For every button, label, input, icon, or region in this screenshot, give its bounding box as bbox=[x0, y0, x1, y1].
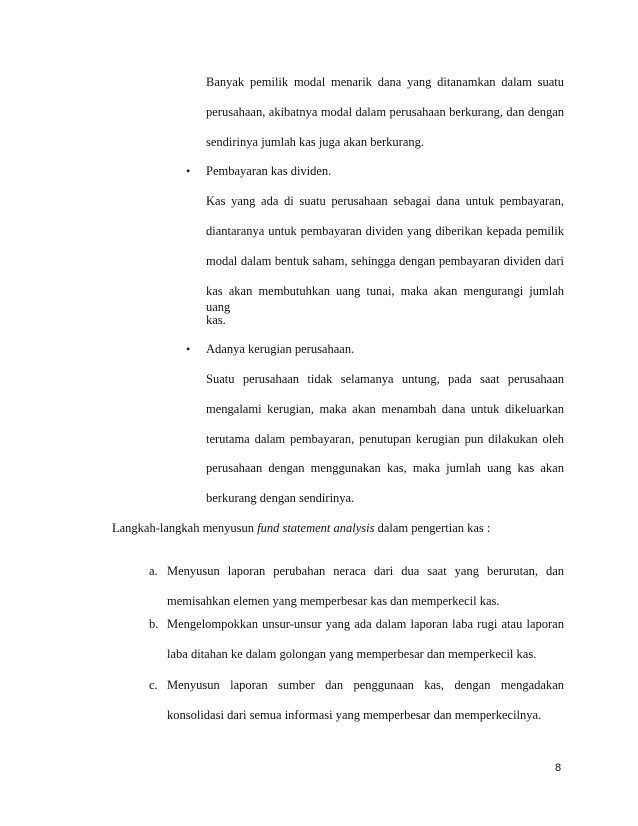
step-a-line-2: memisahkan elemen yang memperbesar kas dan memperkecil kas. bbox=[167, 594, 500, 608]
step-c-line-1: Menyusun laporan sumber dan penggunaan kas, dengan mengadakan bbox=[167, 678, 564, 692]
step-b-line-2: laba ditahan ke dalam golongan yang memperbesar dan memperkecil kas. bbox=[167, 647, 537, 661]
bullet1-title: Pembayaran kas dividen. bbox=[206, 164, 332, 178]
para1-line-3: sendirinya jumlah kas juga akan berkurang. bbox=[206, 135, 424, 149]
steps-intro-text: Langkah-langkah menyusun bbox=[112, 521, 258, 535]
para1-line-2: perusahaan, akibatnya modal dalam perusahaan berkurang, dan dengan bbox=[206, 105, 564, 119]
bullet1-line-2: diantaranya untuk pembayaran dividen yang diberikan kepada pemilik bbox=[206, 224, 564, 238]
bullet1-line-1: Kas yang ada di suatu perusahaan sebagai dana untuk pembayaran, bbox=[206, 194, 564, 208]
bullet-icon: • bbox=[186, 164, 191, 178]
step-b-line-1: Mengelompokkan unsur-unsur yang ada dalam laporan laba rugi atau laporan bbox=[167, 617, 564, 631]
bullet1-line-5: kas. bbox=[206, 313, 226, 327]
step-c-line-2: konsolidasi dari semua informasi yang memperbesar dan memperkecilnya. bbox=[167, 708, 542, 722]
bullet2-line-5: berkurang dengan sendirinya. bbox=[206, 491, 355, 505]
bullet-icon: • bbox=[186, 342, 191, 356]
bullet1-line-3: modal dalam bentuk saham, sehingga dengan pembayaran dividen dari bbox=[206, 254, 564, 268]
page-number: 8 bbox=[555, 762, 562, 774]
bullet2-line-3: terutama dalam pembayaran, penutupan kerugian pun dilakukan oleh bbox=[206, 432, 564, 446]
step-a-line-1: Menyusun laporan perubahan neraca dari dua saat yang berurutan, dan bbox=[167, 564, 564, 578]
bullet2-title: Adanya kerugian perusahaan. bbox=[206, 342, 355, 356]
step-c-marker: c. bbox=[149, 678, 158, 692]
steps-intro-text-end: dalam pengertian kas : bbox=[374, 521, 491, 535]
steps-intro bbox=[112, 520, 490, 536]
step-b-marker: b. bbox=[149, 617, 159, 631]
para1-line-1: Banyak pemilik modal menarik dana yang ditanamkan dalam suatu bbox=[206, 75, 564, 89]
steps-intro-term: fund statement analysis bbox=[257, 521, 375, 535]
bullet2-line-2: mengalami kerugian, maka akan menambah dana untuk dikeluarkan bbox=[206, 402, 564, 416]
bullet2-line-4: perusahaan dengan menggunakan kas, maka jumlah uang kas akan bbox=[206, 461, 564, 475]
bullet2-line-1: Suatu perusahaan tidak selamanya untung, pada saat perusahaan bbox=[206, 372, 564, 386]
bullet1-line-4: kas akan membutuhkan uang tunai, maka akan mengurangi jumlah uang bbox=[206, 284, 564, 314]
step-a-marker: a. bbox=[149, 564, 158, 578]
